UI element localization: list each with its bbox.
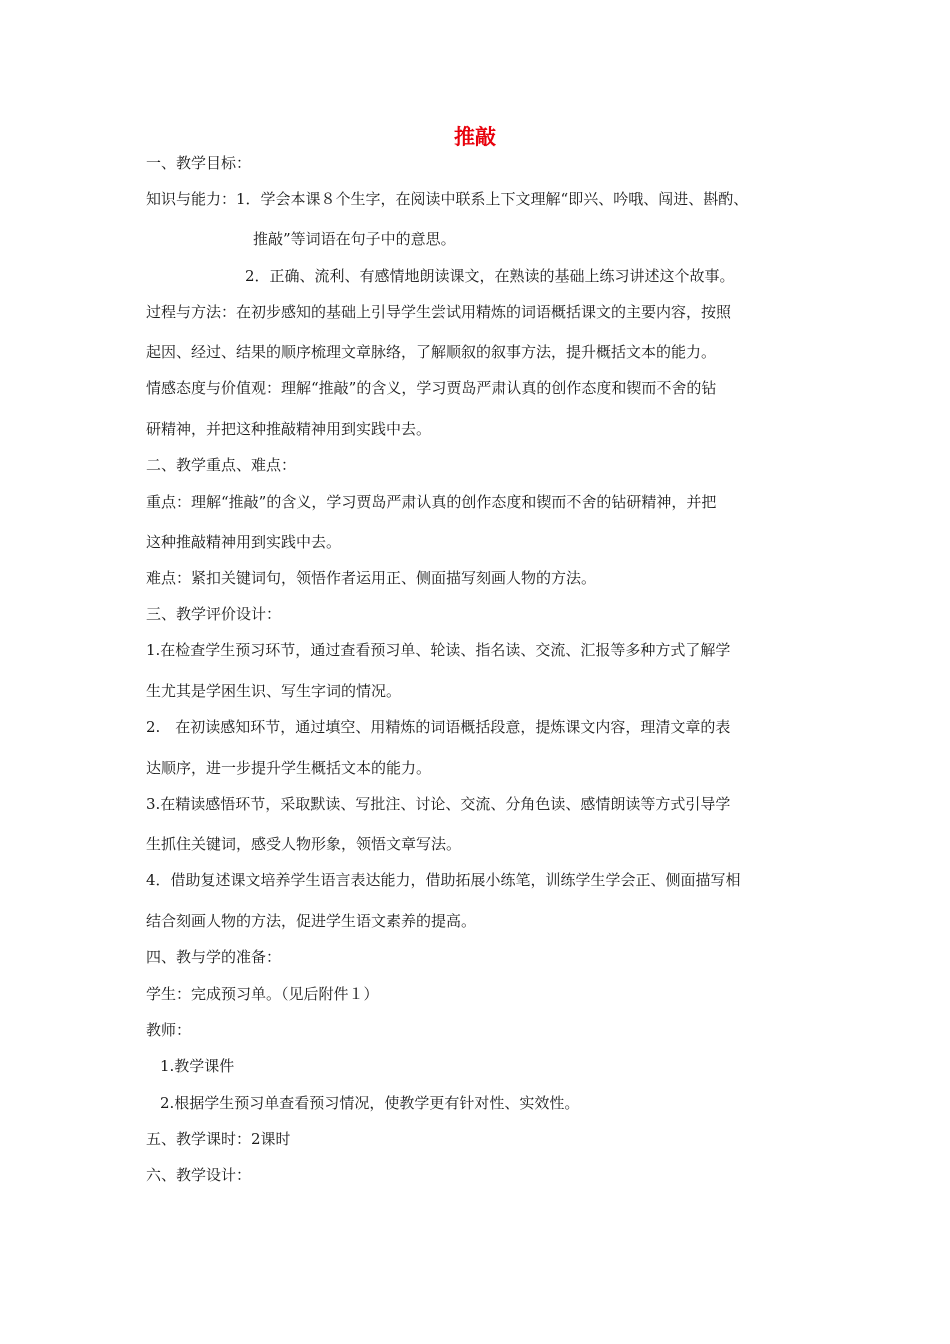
paragraph-line: 重点：理解“推敲”的含义，学习贾岛严肃认真的创作态度和锲而不舍的钻研精神，并把 <box>146 493 717 511</box>
paragraph-line: 起因、经过、结果的顺序梳理文章脉络，了解顺叙的叙事方法，提升概括文本的能力。 <box>146 343 717 361</box>
section-heading-design: 六、教学设计： <box>146 1166 252 1184</box>
paragraph-line: 达顺序，进一步提升学生概括文本的能力。 <box>146 759 432 777</box>
paragraph-line: 研精神，并把这种推敲精神用到实践中去。 <box>146 420 432 438</box>
section-heading-preparation: 四、教与学的准备： <box>146 948 282 966</box>
paragraph-line: 4．借助复述课文培养学生语言表达能力，借助拓展小练笔，训练学生学会正、侧面描写相 <box>146 871 741 889</box>
paragraph-line: 过程与方法：在初步感知的基础上引导学生尝试用精炼的词语概括课文的主要内容，按照 <box>146 303 732 321</box>
paragraph-line: 这种推敲精神用到实践中去。 <box>146 533 342 551</box>
paragraph-line: 教师： <box>146 1021 192 1039</box>
section-heading-hours: 五、教学课时：2课时 <box>146 1130 291 1148</box>
paragraph-line: 知识与能力：1．学会本课８个生字，在阅读中联系上下文理解“即兴、吟哦、闯进、斟酌、 <box>146 190 749 208</box>
section-heading-key-points: 二、教学重点、难点： <box>146 456 297 474</box>
paragraph-line: 难点：紧扣关键词句，领悟作者运用正、侧面描写刻画人物的方法。 <box>146 569 597 587</box>
paragraph-line: 1.在检查学生预习环节，通过查看预习单、轮读、指名读、交流、汇报等多种方式了解学 <box>146 641 731 659</box>
list-item: 2.根据学生预习单查看预习情况，使教学更有针对性、实效性。 <box>160 1094 580 1112</box>
paragraph-line: 结合刻画人物的方法，促进学生语文素养的提高。 <box>146 912 477 930</box>
section-heading-evaluation: 三、教学评价设计： <box>146 605 282 623</box>
section-heading-objectives: 一、教学目标： <box>146 154 252 172</box>
document-title: 推敲 <box>454 125 496 149</box>
paragraph-line: 学生：完成预习单。（见后附件１） <box>146 985 379 1003</box>
list-item: 1.教学课件 <box>160 1057 235 1075</box>
paragraph-line: 生抓住关键词，感受人物形象，领悟文章写法。 <box>146 835 462 853</box>
paragraph-line: 2. 在初读感知环节，通过填空、用精炼的词语概括段意，提炼课文内容，理清文章的表 <box>146 718 731 736</box>
paragraph-line: 3.在精读感悟环节，采取默读、写批注、讨论、交流、分角色读、感情朗读等方式引导学 <box>146 795 731 813</box>
paragraph-line: 2．正确、流利、有感情地朗读课文，在熟读的基础上练习讲述这个故事。 <box>245 267 735 285</box>
paragraph-line: 推敲”等词语在句子中的意思。 <box>253 230 456 248</box>
paragraph-line: 生尤其是学困生识、写生字词的情况。 <box>146 682 402 700</box>
paragraph-line: 情感态度与价值观：理解“推敲”的含义，学习贾岛严肃认真的创作态度和锲而不舍的钻 <box>146 379 717 397</box>
